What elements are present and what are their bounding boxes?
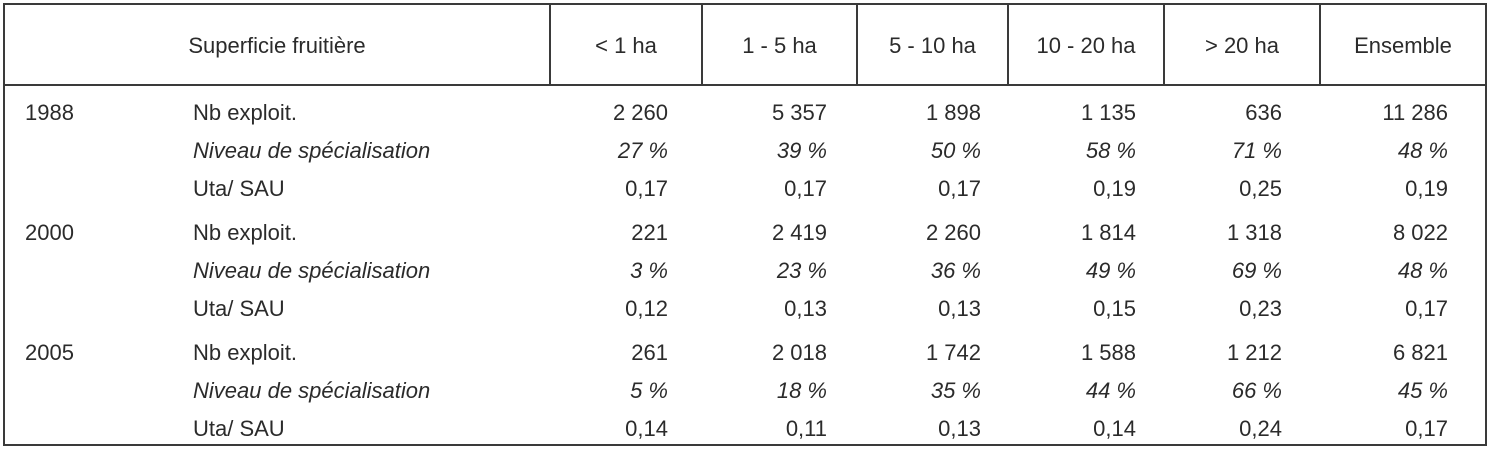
table-cell: 2 260 (612, 100, 668, 125)
table-cell: 50 % (930, 138, 981, 163)
header-row-label: Superficie fruitière (188, 32, 366, 58)
table-cell: 636 (1245, 100, 1282, 125)
table-cell: 2 018 (771, 340, 827, 365)
table-cell: 1 135 (1080, 100, 1136, 125)
table-cell: 0,13 (784, 296, 827, 321)
table-cell: 6 821 (1392, 340, 1448, 365)
table-cell: 0,19 (1405, 176, 1448, 201)
table-cell: 0,25 (1239, 176, 1282, 201)
table-cell: 0,13 (938, 296, 981, 321)
metric-label: Uta/ SAU (193, 296, 285, 321)
table-cell: 36 % (930, 258, 981, 283)
table-cell: 0,14 (625, 416, 668, 441)
table-cell: 0,19 (1093, 176, 1136, 201)
table-cell: 0,24 (1239, 416, 1282, 441)
table-cell: 18 % (776, 378, 827, 403)
table-cell: 3 % (630, 258, 668, 283)
table-cell: 44 % (1085, 378, 1136, 403)
table-cell: 1 814 (1080, 220, 1136, 245)
table-cell: 69 % (1231, 258, 1282, 283)
table-cell: 11 286 (1382, 100, 1448, 125)
table-cell: 45 % (1397, 378, 1448, 403)
year-label: 1988 (25, 100, 74, 125)
table-cell: 1 588 (1080, 340, 1136, 365)
table-cell: 0,15 (1093, 296, 1136, 321)
table-cell: 0,17 (1405, 296, 1448, 321)
table-cell: 0,17 (625, 176, 668, 201)
table-cell: 0,14 (1093, 416, 1136, 441)
table-cell: 2 419 (771, 220, 827, 245)
metric-label: Niveau de spécialisation (193, 138, 431, 163)
header-col-gt20ha: > 20 ha (1204, 32, 1279, 58)
table-cell: 39 % (776, 138, 827, 163)
table-cell: 48 % (1397, 138, 1448, 163)
table-cell: 48 % (1397, 258, 1448, 283)
table-cell: 5 % (630, 378, 668, 403)
table-cell: 8 022 (1392, 220, 1448, 245)
table-cell: 0,17 (1405, 416, 1448, 441)
table-cell: 0,17 (784, 176, 827, 201)
table-cell: 1 898 (925, 100, 981, 125)
header-col-lt1ha: < 1 ha (595, 32, 657, 58)
table-cell: 0,17 (938, 176, 981, 201)
metric-label: Uta/ SAU (193, 416, 285, 441)
header-col-1-5ha: 1 - 5 ha (742, 32, 817, 58)
header-col-10-20ha: 10 - 20 ha (1036, 32, 1136, 58)
table-cell: 66 % (1231, 378, 1282, 403)
header-col-5-10ha: 5 - 10 ha (889, 32, 976, 58)
table-cell: 0,23 (1239, 296, 1282, 321)
table-cell: 221 (631, 220, 668, 245)
table-cell: 1 212 (1226, 340, 1282, 365)
metric-label: Uta/ SAU (193, 176, 285, 201)
data-table (3, 3, 1487, 446)
metric-label: Nb exploit. (193, 220, 297, 245)
table-cell: 35 % (930, 378, 981, 403)
table-cell: 27 % (617, 138, 668, 163)
metric-label: Niveau de spécialisation (193, 258, 431, 283)
table-cell: 58 % (1085, 138, 1136, 163)
metric-label: Niveau de spécialisation (193, 378, 431, 403)
table-cell: 0,11 (785, 416, 827, 441)
table-cell: 71 % (1231, 138, 1282, 163)
table-cell: 261 (631, 340, 668, 365)
table-cell: 1 318 (1226, 220, 1282, 245)
table-cell: 1 742 (925, 340, 981, 365)
table-cell: 0,13 (938, 416, 981, 441)
metric-label: Nb exploit. (193, 340, 297, 365)
table-cell: 2 260 (925, 220, 981, 245)
metric-label: Nb exploit. (193, 100, 297, 125)
year-label: 2000 (25, 220, 74, 245)
year-label: 2005 (25, 340, 74, 365)
table-cell: 49 % (1085, 258, 1136, 283)
table-cell: 5 357 (771, 100, 827, 125)
table-cell: 23 % (776, 258, 827, 283)
header-col-ensemble: Ensemble (1354, 32, 1452, 58)
table-cell: 0,12 (625, 296, 668, 321)
